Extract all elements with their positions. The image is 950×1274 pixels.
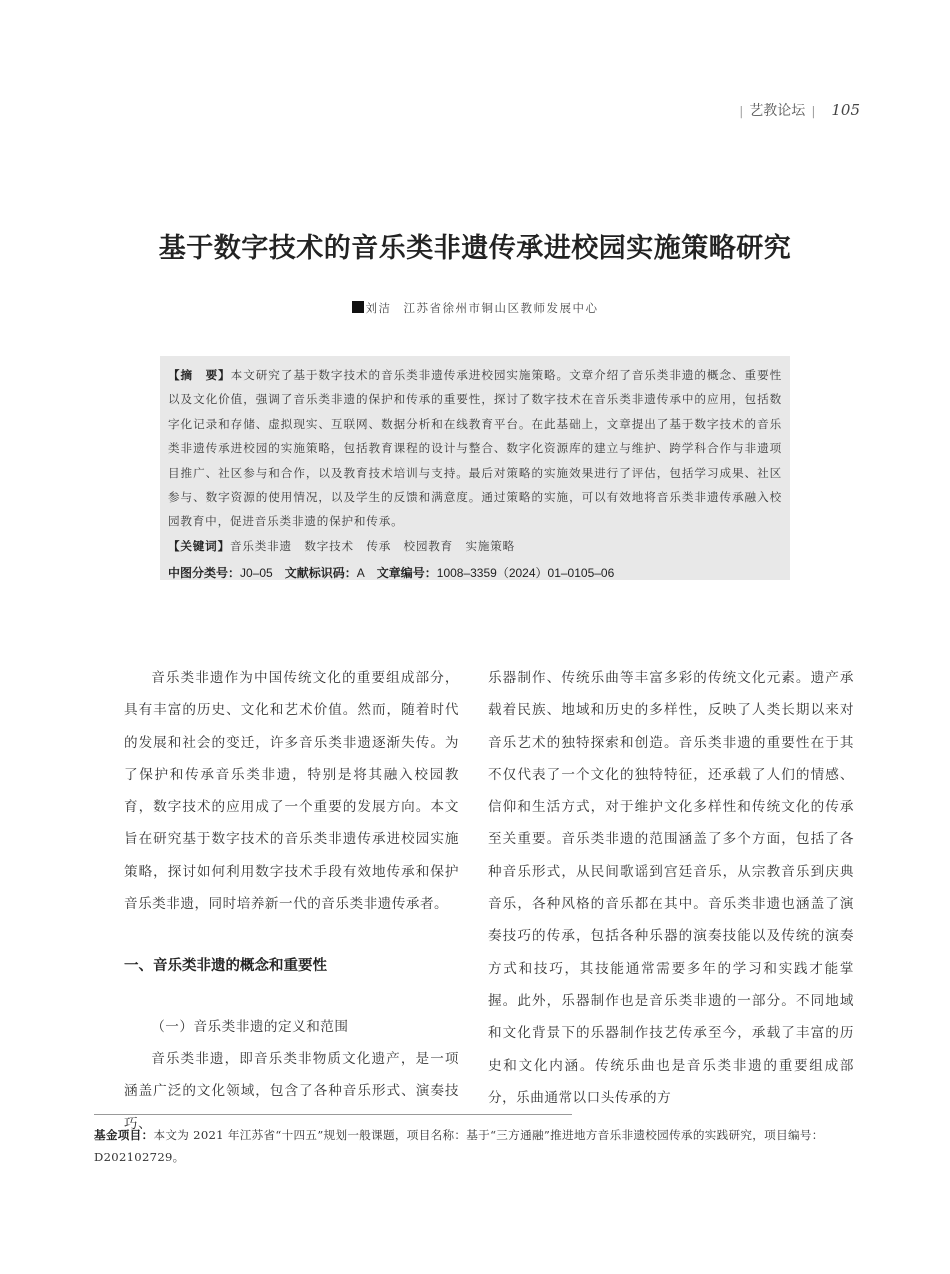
section-heading: 一、音乐类非遗的概念和重要性: [124, 958, 327, 975]
footnote-text: 本文为 2021 年江苏省“十四五”规划一般课题，项目名称：基于“三方通融”推进地方音乐非遗校园传承的实践研究，项目编号：D202102729。: [94, 1128, 824, 1164]
footnote: [94, 1124, 856, 1168]
article-number-value: 1008–3359（2024）01–0105–06: [436, 566, 615, 581]
doc-code-label: 文献标识码：: [284, 566, 357, 581]
article-number-label: 文章编号：: [376, 566, 437, 581]
body-paragraph-continued: 乐器制作、传统乐曲等丰富多彩的传统文化元素。遗产承载着民族、地域和历史的多样性，反映了人类长期以来对音乐艺术的独特探索和创造。音乐类非遗的重要性在于其不仅代表了一个文化的独特特征，还承载了人们的情感、信仰和生活方式，对于维护文化多样性和传统文化的传承至关重要。音乐类非遗的范围涵盖了多个方面，包括了各种音乐形式，从民间歌谣到宫廷音乐，从宗教音乐到庆典音乐，各种风格的音乐都在其中。音乐类非遗也涵盖了演奏技巧的传承，包括各种乐器的演奏技能以及传统的演奏方式和技巧，其技能通常需要多年的学习和实践才能掌握。此外，乐器制作也是音乐类非遗的一部分。不同地域和文化背景下的乐器制作技艺传承至今，承载了丰富的历史和文化内涵。传统乐曲也是音乐类非遗的重要组成部分，乐曲通常以口头传承的方: [488, 670, 854, 1106]
right-column: [488, 662, 854, 1114]
doc-code-value: A: [356, 566, 365, 581]
abstract-box: [160, 356, 790, 580]
running-head: [739, 100, 860, 120]
keywords-text: 音乐类非遗 数字技术 传承 校园教育 实施策略: [229, 538, 516, 553]
article-title: 基于数字技术的音乐类非遗传承进校园实施策略研究: [158, 233, 792, 264]
clc-value: J0–05: [240, 566, 273, 581]
abstract-text: 本文研究了基于数字技术的音乐类非遗传承进校园实施策略。文章介绍了音乐类非遗的概念、重要性以及文化价值，强调了音乐类非遗的保护和传承的重要性，探讨了数字技术在音乐类非遗传承中的应用，包括数字化记录和存储、虚拟现实、互联网、数据分析和在线教育平台。在此基础上，文章提出了基于数字技术的音乐类非遗传承进校园的实施策略，包括教育课程的设计与整合、数字化资源库的建立与维护、跨学科合作与非遗项目推广、社区参与和合作，以及教育技术培训与支持。最后对策略的实施效果进行了评估，包括学习成果、社区参与、数字资源的使用情况，以及学生的反馈和满意度。通过策略的实施，可以有效地将音乐类非遗传承融入校园教育中，促进音乐类非遗的保护和传承。: [168, 368, 782, 529]
clc-label: 中图分类号：: [168, 566, 241, 581]
footnote-label: 基金项目：: [94, 1128, 154, 1142]
keywords-label: 【关键词】: [168, 538, 230, 553]
keywords: [168, 534, 782, 558]
author-affiliation: 江苏省徐州市铜山区教师发展中心: [403, 301, 599, 315]
divider: |: [811, 104, 816, 118]
square-bullet-icon: [352, 301, 364, 313]
abstract-label: 【摘 要】: [168, 368, 231, 382]
footnote-divider: [94, 1114, 572, 1115]
intro-paragraph: 音乐类非遗作为中国传统文化的重要组成部分，具有丰富的历史、文化和艺术价值。然而，随着时代的发展和社会的变迁，许多音乐类非遗逐渐失传。为了保护和传承音乐类非遗，特别是将其融入校园教育，数字技术的应用成了一个重要的发展方向。本文旨在研究基于数字技术的音乐类非遗传承进校园实施策略，探讨如何利用数字技术手段有效地传承和保护音乐类非遗，同时培养新一代的音乐类非遗传承者。: [124, 670, 459, 913]
author-name: 刘洁: [365, 301, 392, 315]
left-column: [124, 662, 459, 1140]
divider: |: [739, 104, 744, 118]
classification-line: [168, 561, 782, 585]
subsection-heading: （一）音乐类非遗的定义和范围: [151, 1018, 349, 1035]
abstract: [168, 363, 782, 534]
body-paragraph: 音乐类非遗，即音乐类非物质文化遗产，是一项涵盖广泛的文化领域，包含了各种音乐形式、演奏技巧、: [124, 1050, 459, 1132]
section-name: 艺教论坛: [749, 103, 806, 119]
byline: [0, 300, 950, 316]
page-number: 105: [831, 101, 860, 119]
